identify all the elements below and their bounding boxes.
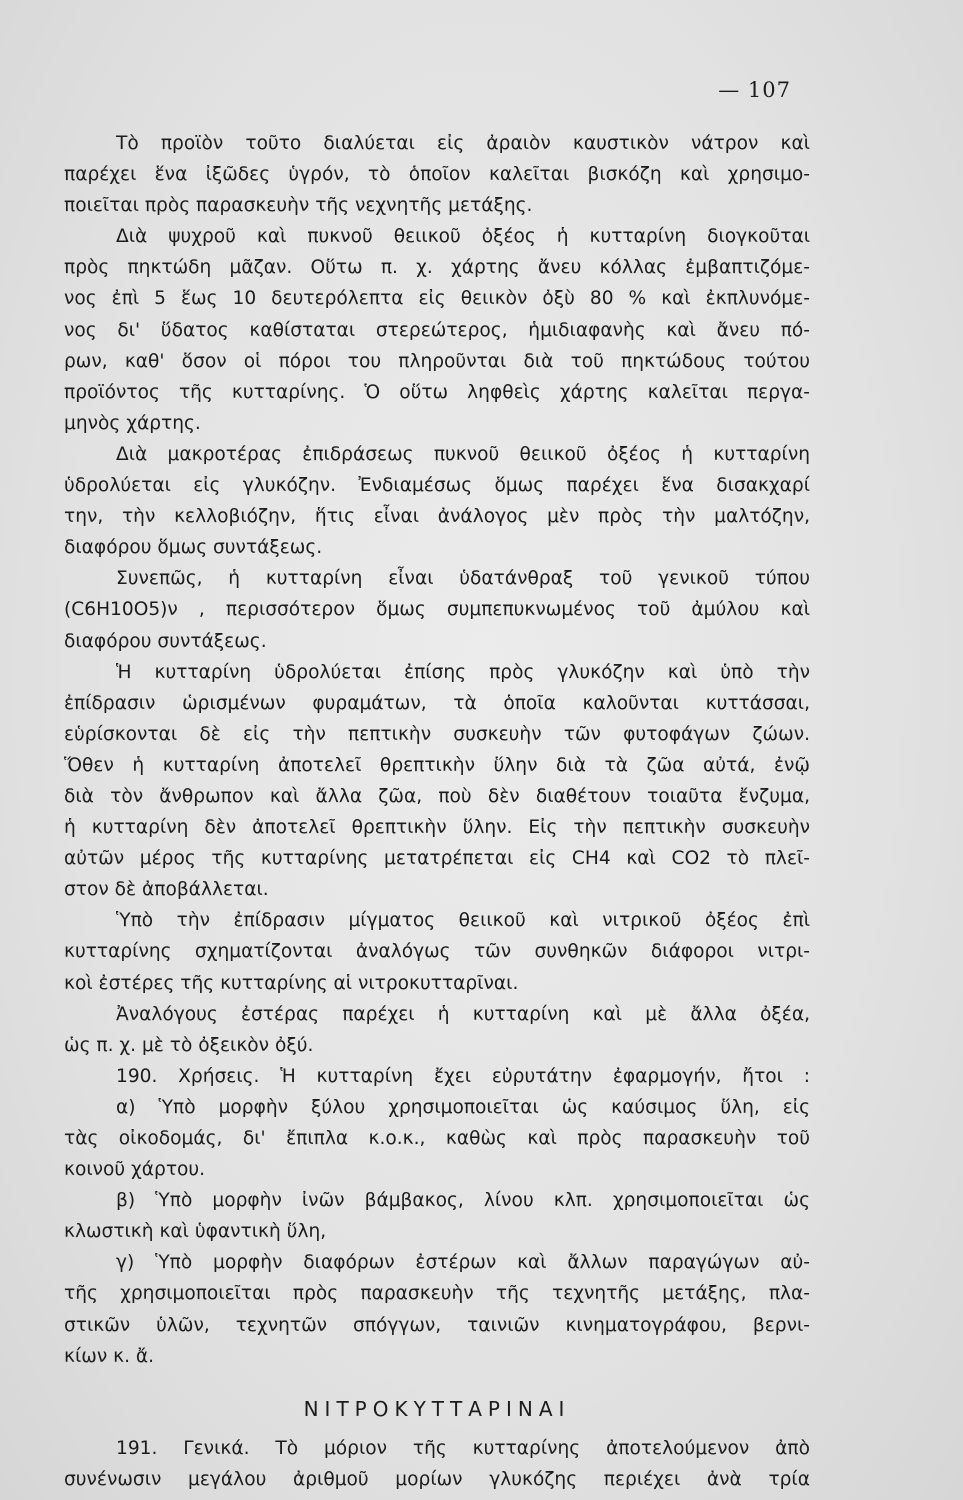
text-line: α) Ὑπὸ μορφὴν ξύλου χρησιμοποιεῖται ὡς καύσιμος ὕλη, εἰς	[116, 1096, 810, 1118]
text-line: (C6H10O5)ν , περισσότερον ὅμως συμπεπυκνωμένος τοῦ ἀμύλου καὶ	[64, 599, 810, 621]
text-line: 191. Γενικά. Τὸ μόριον τῆς κυτταρίνης ἀποτελούμενον ἀπὸ	[116, 1437, 810, 1459]
text-line: κίων κ. ἄ.	[64, 1345, 155, 1367]
text-line: παρέχει ἕνα ἰξῶδες ὑγρόν, τὸ ὁποῖον καλεῖται βισκόζη καὶ χρησιμο-	[64, 164, 810, 186]
text-line: κλωστικὴ καὶ ὑφαντικὴ ὕλη,	[64, 1221, 327, 1243]
text-line: προϊόντος τῆς κυτταρίνης. Ὁ οὕτω ληφθεὶς χάρτης καλεῖται περγα-	[64, 381, 810, 403]
text-line: 190. Χρήσεις. Ἡ κυτταρίνη ἔχει εὐρυτάτην ἐφαρμογήν, ἤτοι :	[116, 1065, 810, 1087]
text-line: στικῶν ὑλῶν, τεχνητῶν σπόγγων, ταινιῶν κινηματογράφου, βερνι-	[64, 1314, 810, 1336]
text-line: στον δὲ ἀποβάλλεται.	[64, 879, 269, 901]
text-line: νος ἐπὶ 5 ἕως 10 δευτερόλεπτα εἰς θειικὸν ὀξὺ 80 % καὶ ἐκπλυνόμε-	[64, 288, 810, 310]
text-line: ρων, καθ' ὅσον οἱ πόροι του πληροῦνται διὰ τοῦ πηκτώδους τούτου	[64, 350, 810, 372]
text-line: αὐτῶν μέρος τῆς κυτταρίνης μετατρέπεται εἰς CH4 καὶ CO2 τὸ πλεῖ-	[64, 848, 810, 870]
text-line: γ) Ὑπὸ μορφὴν διαφόρων ἐστέρων καὶ ἄλλων παραγώγων αὐ-	[116, 1252, 810, 1274]
text-line: Συνεπῶς, ἡ κυτταρίνη εἶναι ὑδατάνθραξ τοῦ γενικοῦ τύπου	[116, 568, 810, 590]
text-line: διαφόρου συντάξεως.	[64, 630, 267, 652]
text-line: κοὶ ἐστέρες τῆς κυτταρίνης αἱ νιτροκυτταρῖναι.	[64, 972, 519, 994]
page-number: — 107	[718, 78, 791, 102]
text-line: Διὰ μακροτέρας ἐπιδράσεως πυκνοῦ θειικοῦ ὀξέος ἡ κυτταρίνη	[116, 443, 810, 465]
text-line: κοινοῦ χάρτου.	[64, 1159, 206, 1181]
text-line: πρὸς πηκτώδη μᾶζαν. Οὕτω π. χ. χάρτης ἄνευ κόλλας ἐμβαπτιζόμε-	[64, 257, 810, 279]
text-line: διὰ τὸν ἄνθρωπον καὶ ἄλλα ζῶα, ποὺ δὲν διαθέτουν τοιαῦτα ἔνζυμα,	[64, 785, 810, 807]
text-line: β) Ὑπὸ μορφὴν ἰνῶν βάμβακος, λίνου κλπ. χρησιμοποιεῖται ὡς	[116, 1190, 810, 1212]
text-line: Ὑπὸ τὴν ἐπίδρασιν μίγματος θειικοῦ καὶ νιτρικοῦ ὀξέος ἐπὶ	[116, 910, 810, 932]
paragraph-lines	[64, 128, 810, 1372]
text-line: ὑδρολύεται εἰς γλυκόζην. Ἐνδιαμέσως ὅμως παρέχει ἕνα δισακχαρί	[64, 475, 810, 497]
text-line: την, τὴν κελλοβιόζην, ἥτις εἶναι ἀνάλογος μὲν πρὸς τὴν μαλτόζην,	[64, 506, 810, 528]
text-line: Ὅθεν ἡ κυτταρίνη ἀποτελεῖ θρεπτικὴν ὕλην διὰ τὰ ζῶα αὐτά, ἐνῷ	[64, 754, 810, 776]
text-line: τὰς οἰκοδομάς, δι' ἔπιπλα κ.ο.κ., καθὼς καὶ πρὸς παρασκευὴν τοῦ	[64, 1128, 810, 1149]
section-lines	[64, 1433, 810, 1495]
text-line: τῆς χρησιμοποιεῖται πρὸς παρασκευὴν τῆς τεχνητῆς μετάξης, πλα-	[64, 1283, 810, 1305]
text-line: ἡ κυτταρίνη δὲν ἀποτελεῖ θρεπτικὴν ὕλην. Εἰς τὴν πεπτικὴν συσκευὴν	[64, 817, 810, 839]
text-line: Διὰ ψυχροῦ καὶ πυκνοῦ θειικοῦ ὀξέος ἡ κυτταρίνη διογκοῦται	[116, 226, 810, 248]
text-line: Ἀναλόγους ἐστέρας παρέχει ἡ κυτταρίνη καὶ μὲ ἄλλα ὀξέα,	[116, 1003, 810, 1025]
text-line: ποιεῖται πρὸς παρασκευὴν τῆς νεχνητῆς μετάξης.	[64, 195, 533, 217]
section-heading: ΝΙΤΡΟΚΥΤΤΑΡΙΝΑΙ	[303, 1396, 571, 1421]
text-line: Τὸ προϊὸν τοῦτο διαλύεται εἰς ἀραιὸν καυστικὸν νάτρον καὶ	[116, 133, 810, 154]
text-line: νος δι' ὕδατος καθίσταται στερεώτερος, ἡμιδιαφανὴς καὶ ἄνευ πό-	[64, 319, 810, 341]
text-line: ἐπίδρασιν ὡρισμένων φυραμάτων, τὰ ὁποῖα καλοῦνται κυττάσσαι,	[64, 692, 810, 714]
text-line: κυτταρίνης σχηματίζονται ἀναλόγως τῶν συνθηκῶν διάφοροι νιτρι-	[64, 941, 810, 963]
text-line: συνένωσιν μεγάλου ἀριθμοῦ μορίων γλυκόζης περιέχει ἀνὰ τρία	[64, 1468, 810, 1490]
text-line: εὑρίσκονται δὲ εἰς τὴν πεπτικὴν συσκευὴν τῶν φυτοφάγων ζώων.	[64, 723, 810, 745]
text-line: ὡς π. χ. μὲ τὸ ὀξεικὸν ὀξύ.	[64, 1034, 314, 1056]
text-line: Ἡ κυτταρίνη ὑδρολύεται ἐπίσης πρὸς γλυκόζην καὶ ὑπὸ τὴν	[116, 661, 810, 683]
text-line: διαφόρου ὅμως συντάξεως.	[64, 537, 323, 559]
text-line: μηνὸς χάρτης.	[64, 412, 201, 434]
body-text	[64, 128, 810, 1495]
